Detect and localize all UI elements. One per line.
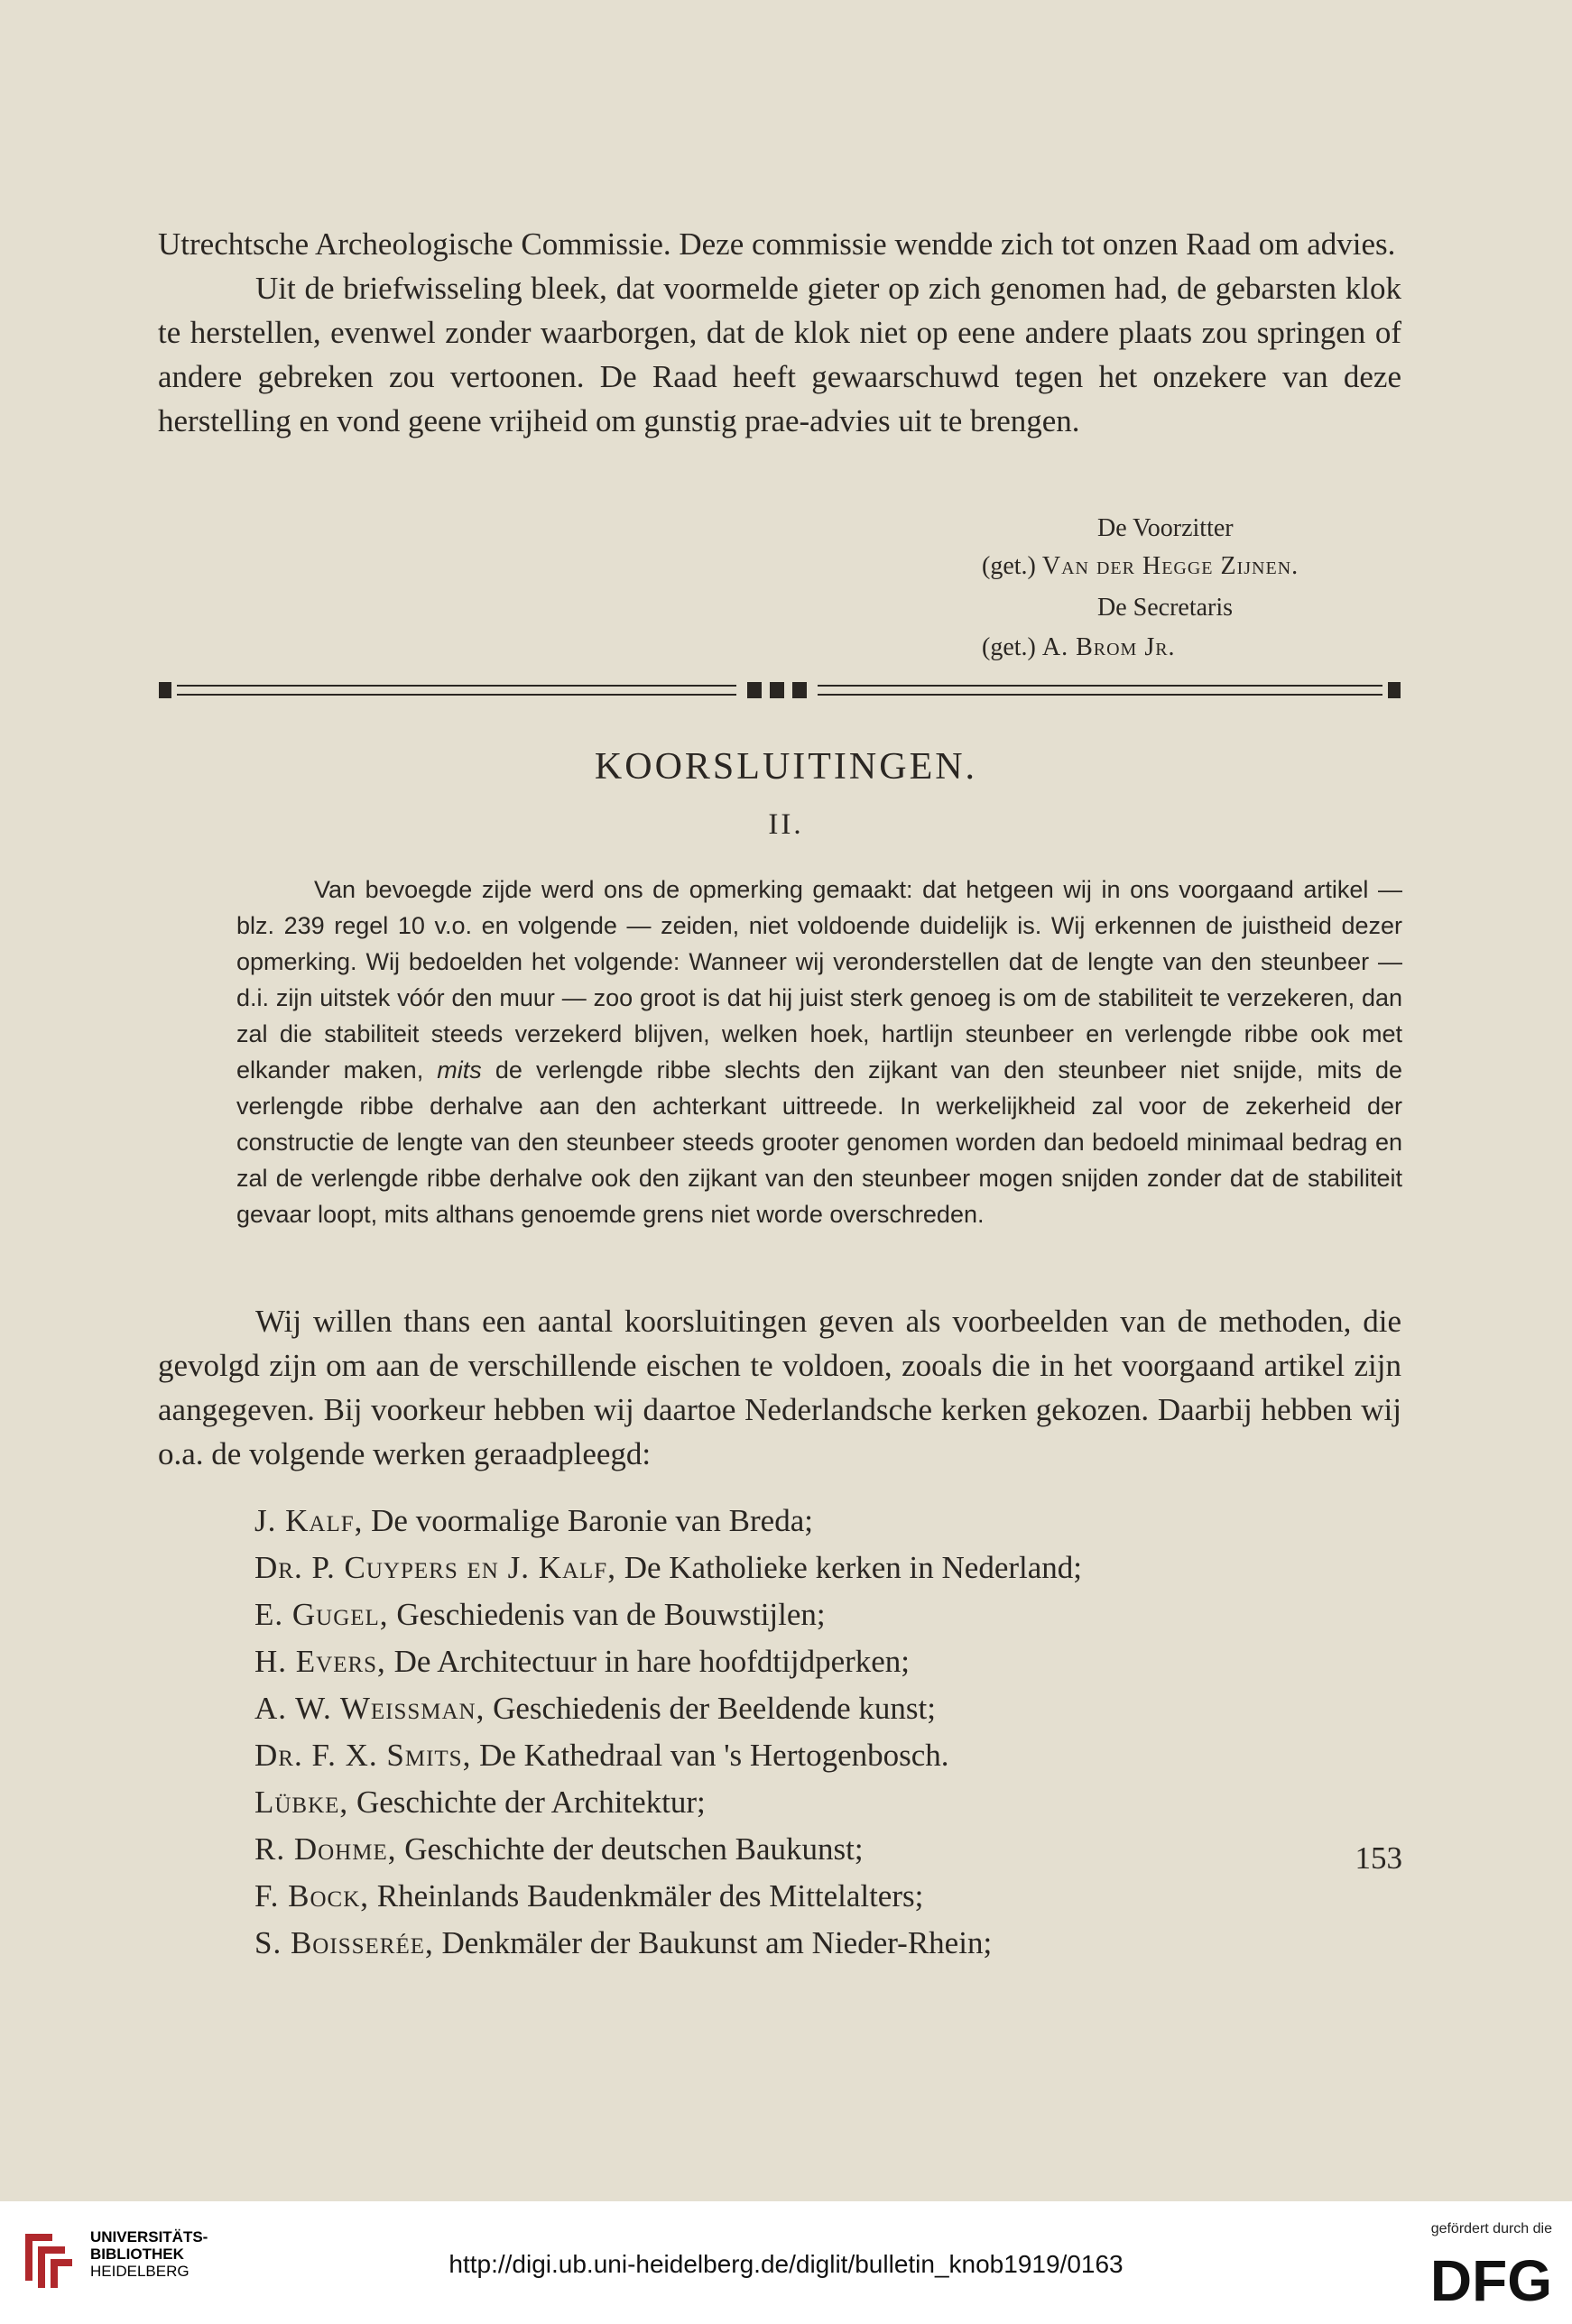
list-item xyxy=(254,1920,1082,1967)
reference-title: Denkmäler der Baukunst am Nieder-Rhein; xyxy=(441,1925,993,1960)
library-line-1: UNIVERSITÄTS- xyxy=(90,2228,208,2246)
library-line-3: HEIDELBERG xyxy=(90,2263,190,2280)
permalink-url[interactable]: http://digi.ub.uni-heidelberg.de/diglit/bulletin_knob1919/0163 xyxy=(448,2250,1124,2278)
list-item xyxy=(254,1685,1082,1732)
chair-name: Van der Hegge Zijnen. xyxy=(1041,552,1299,580)
reference-title: Rheinlands Baudenkmäler des Mittelalters; xyxy=(376,1878,924,1914)
paragraph-correspondence: Uit de briefwisseling bleek, dat voormelde gieter op zich genomen had, de gebarsten klok te herstellen, evenwel zonder waarborgen, dat de klok niet op eene andere plaats zou springen of andere gebreken zou vertoonen. De Raad heeft gewaarschuwd tegen het onzekere van deze herstelling en vond geene vrijheid om gunstig prae-advies uit te brengen. xyxy=(158,271,1401,438)
note-italic: mits xyxy=(437,1056,482,1084)
reference-author: H. Evers, xyxy=(254,1644,386,1679)
list-item xyxy=(254,1545,1082,1591)
list-item xyxy=(254,1732,1082,1779)
reference-author: J. Kalf, xyxy=(254,1503,364,1538)
list-item xyxy=(254,1826,1082,1873)
reference-title: Geschichte der Architektur; xyxy=(356,1784,706,1820)
secretary-prefix: (get.) xyxy=(982,633,1036,661)
reference-title: De Architectuur in hare hoofdtijdperken; xyxy=(393,1644,911,1679)
reference-title: Geschiedenis van de Bouwstijlen; xyxy=(396,1597,826,1632)
dfg-logo-icon xyxy=(1417,2250,1552,2306)
reference-title: Geschiedenis der Beeldende kunst; xyxy=(493,1691,936,1726)
list-item xyxy=(254,1498,1082,1545)
reference-title: De Kathedraal van 's Hertogenbosch. xyxy=(479,1738,949,1773)
secretary-title: De Secretaris xyxy=(1097,594,1234,622)
note-text-2: de verlengde ribbe slechts den zijkant van den steunbeer niet snijde, mits de verlengde ribbe derhalve aan den achterkant uittreede. In werkelijkheid zal voor de zekerheid der constructie de lengte van den steunbeer steeds grooter genomen worden dan bedoeld minimaal bedrag en zal de verlengde ribbe derhalve ook den zijkant van den steunbeer mogen snijden zonder dat de stabiliteit gevaar loopt, mits althans genoemde grens niet worde overschreden. xyxy=(236,1056,1402,1228)
reference-title: Geschichte der deutschen Baukunst; xyxy=(404,1831,864,1867)
list-item xyxy=(254,1779,1082,1826)
funding-note: gefördert durch die xyxy=(1430,2221,1552,2236)
ornamental-divider xyxy=(159,677,1402,704)
library-line-2: BIBLIOTHEK xyxy=(90,2246,184,2263)
chair-prefix: (get.) xyxy=(982,552,1036,580)
reference-author: A. W. Weissman, xyxy=(254,1691,485,1726)
dfg-logo-text: DFG xyxy=(1429,2250,1552,2306)
article-part: II. xyxy=(768,808,804,841)
list-item xyxy=(254,1873,1082,1920)
intro-paragraph: Wij willen thans een aantal koorsluitingen geven als voorbeelden van de methoden, die gevolgd zijn om aan de verschillende eischen te voldoen, zooals die in het voorgaand artikel zijn aangegeven. Bij voorkeur hebben wij daartoe Nederlandsche kerken gekozen. Daarbij hebben wij o.a. de volgende werken geraadpleegd: xyxy=(158,1304,1401,1471)
secretary-signature xyxy=(982,630,1176,666)
page-number: 153 xyxy=(1355,1840,1402,1876)
digitization-footer xyxy=(0,2201,1572,2324)
upper-text xyxy=(158,222,1401,443)
reference-author: E. Gugel, xyxy=(254,1597,389,1632)
introduction xyxy=(158,1299,1401,1476)
reference-author: Dr. F. X. Smits, xyxy=(254,1738,472,1773)
chair-title: De Voorzitter xyxy=(1097,514,1234,542)
reference-author: Dr. P. Cuypers en J. Kalf, xyxy=(254,1550,616,1585)
reference-author: R. Dohme, xyxy=(254,1831,397,1867)
reference-title: De Katholieke kerken in Nederland; xyxy=(624,1550,1082,1585)
reference-title: De voormalige Baronie van Breda; xyxy=(371,1503,813,1538)
article-title: KOORSLUITINGEN. xyxy=(594,746,978,788)
paragraph-continuation: Utrechtsche Archeologische Commissie. Deze commissie wendde zich tot onzen Raad om advies. xyxy=(158,226,1396,262)
reference-author: F. Bock, xyxy=(254,1878,370,1914)
note-text-1: Van bevoegde zijde werd ons de opmerking gemaakt: dat hetgeen wij in ons voorgaand artikel — blz. 239 regel 10 v.o. en volgende — zeiden, niet voldoende duidelijk is. Wij erkennen de juistheid dezer opmerking. Wij bedoelden het volgende: Wanneer wij veronderstellen dat de lengte van den steunbeer — d.i. zijn uitstek vóór den muur — zoo groot is dat hij juist sterk genoeg is om de stabiliteit te verzekeren, dan zal die stabiliteit steeds verzekerd blijven, welken hoek, hartlijn steunbeer en verlengde ribbe ook met elkander maken, xyxy=(236,876,1402,1084)
reference-author: S. Boisserée, xyxy=(254,1925,434,1960)
secretary-name: A. Brom Jr. xyxy=(1041,633,1176,661)
reference-author: Lübke, xyxy=(254,1784,349,1820)
list-item xyxy=(254,1591,1082,1638)
list-item xyxy=(254,1638,1082,1685)
chair-signature xyxy=(982,549,1299,585)
reference-list xyxy=(254,1498,1082,1967)
editorial-note xyxy=(236,872,1402,1232)
